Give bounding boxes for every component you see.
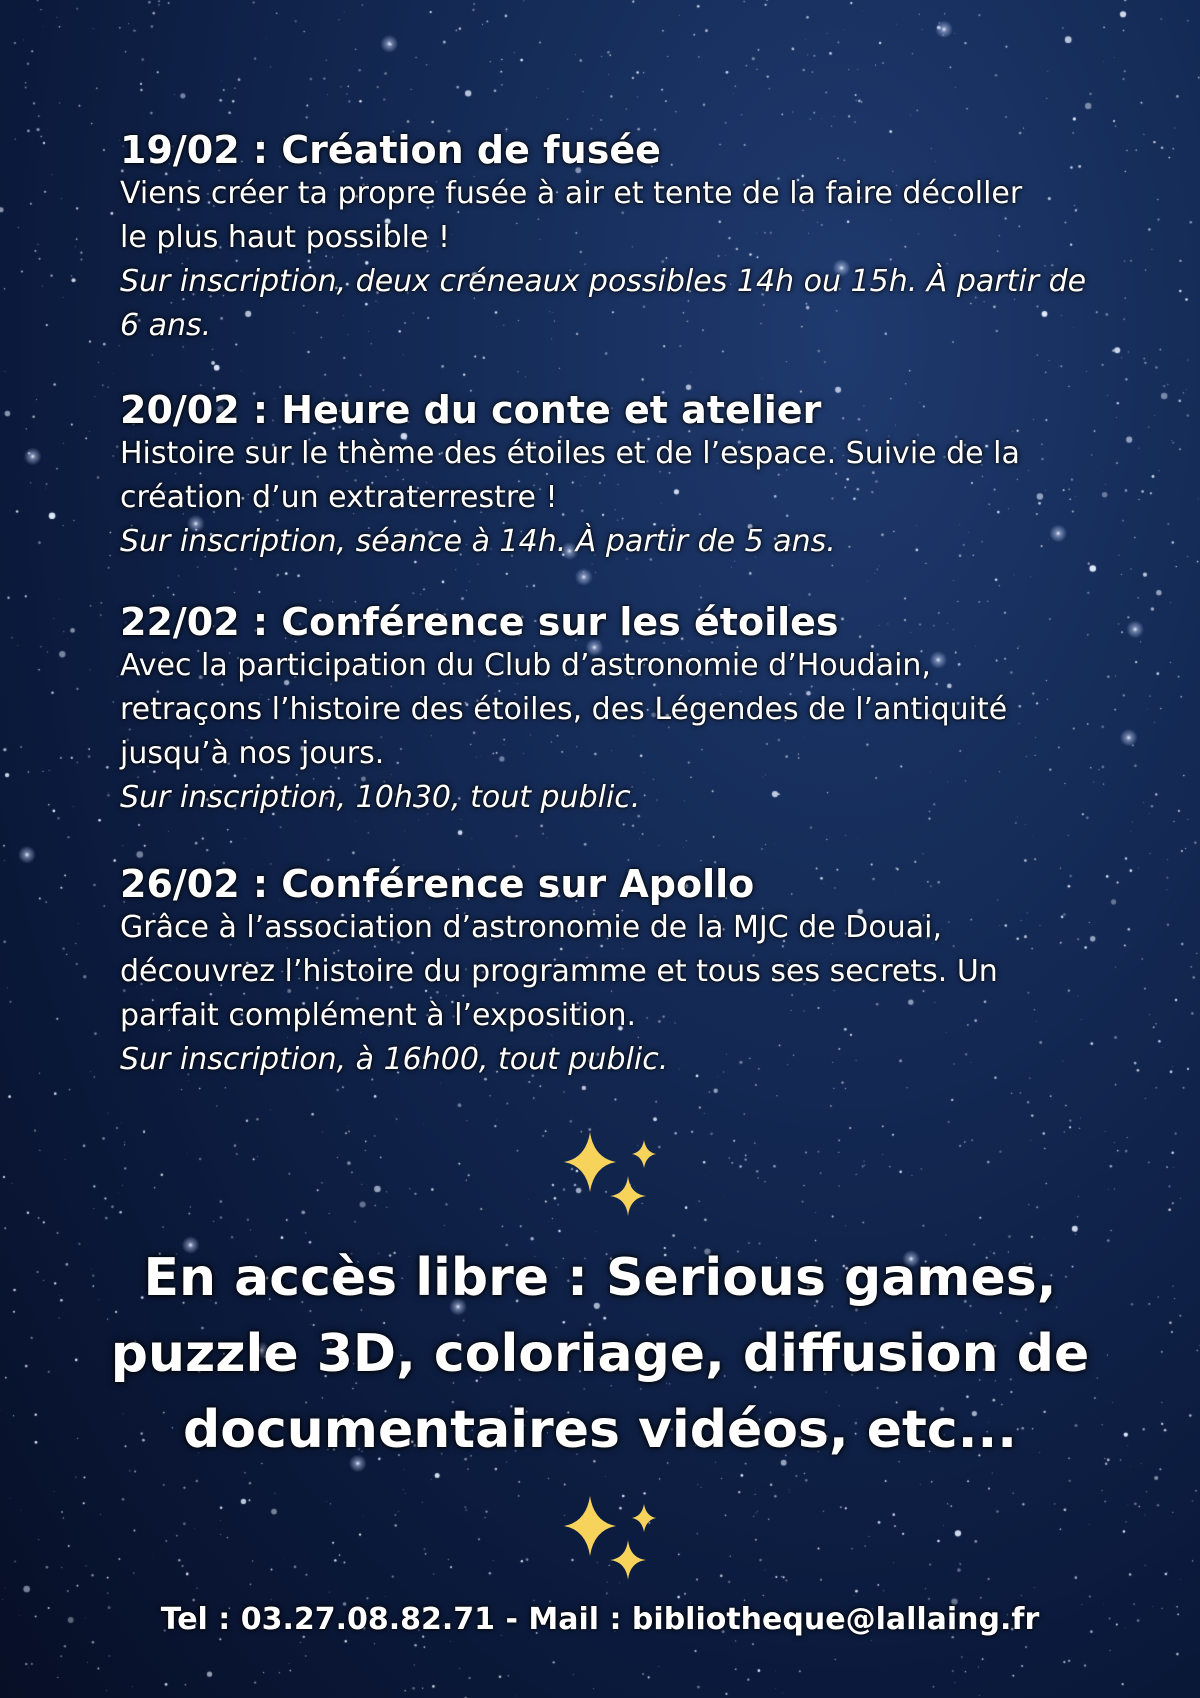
event-info-line: Sur inscription, deux créneaux possibles 14h ou 15h. À partir de: [120, 264, 1087, 299]
event-info-line: Sur inscription, 10h30, tout public.: [120, 780, 641, 815]
event-rocket: [120, 128, 1100, 348]
event-description-line: Avec la participation du Club d’astronomie d’Houdain,: [120, 648, 931, 683]
event-info-line: Sur inscription, séance à 14h. À partir de 5 ans.: [120, 524, 836, 559]
event-title: 26/02 : Conférence sur Apollo: [120, 862, 755, 906]
free-access-line: En accès libre : Serious games,: [143, 1248, 1057, 1308]
contact-footer: Tel : 03.27.08.82.71 - Mail : bibliotheque@lallaing.fr: [160, 1602, 1040, 1637]
event-storytime: [120, 388, 1100, 564]
free-access-line: puzzle 3D, coloriage, diffusion de: [110, 1324, 1090, 1384]
event-stars-conference: [120, 600, 1100, 820]
sparkles-icon: [550, 1130, 670, 1220]
event-description-line: Grâce à l’association d’astronomie de la MJC de Douai,: [120, 910, 943, 945]
event-description-line: Viens créer ta propre fusée à air et tente de la faire décoller: [120, 176, 1023, 211]
event-title: 19/02 : Création de fusée: [120, 128, 661, 172]
event-description-line: création d’un extraterrestre !: [120, 480, 558, 515]
event-info-line: Sur inscription, à 16h00, tout public.: [120, 1042, 669, 1077]
free-access-text: [60, 1240, 1140, 1468]
event-description-line: découvrez l’histoire du programme et tous ses secrets. Un: [120, 954, 998, 989]
event-title: 20/02 : Heure du conte et atelier: [120, 388, 822, 432]
event-description-line: jusqu’à nos jours.: [120, 736, 385, 771]
event-apollo-conference: [120, 862, 1100, 1082]
event-description-line: le plus haut possible !: [120, 220, 450, 255]
free-access-line: documentaires vidéos, etc...: [183, 1400, 1017, 1460]
event-description-line: parfait complément à l’exposition.: [120, 998, 637, 1033]
event-description-line: Histoire sur le thème des étoiles et de l’espace. Suivie de la: [120, 436, 1020, 471]
event-description-line: retraçons l’histoire des étoiles, des Légendes de l’antiquité: [120, 692, 1008, 727]
event-title: 22/02 : Conférence sur les étoiles: [120, 600, 839, 644]
sparkles-icon: [550, 1494, 670, 1584]
event-info-line: 6 ans.: [120, 308, 212, 343]
